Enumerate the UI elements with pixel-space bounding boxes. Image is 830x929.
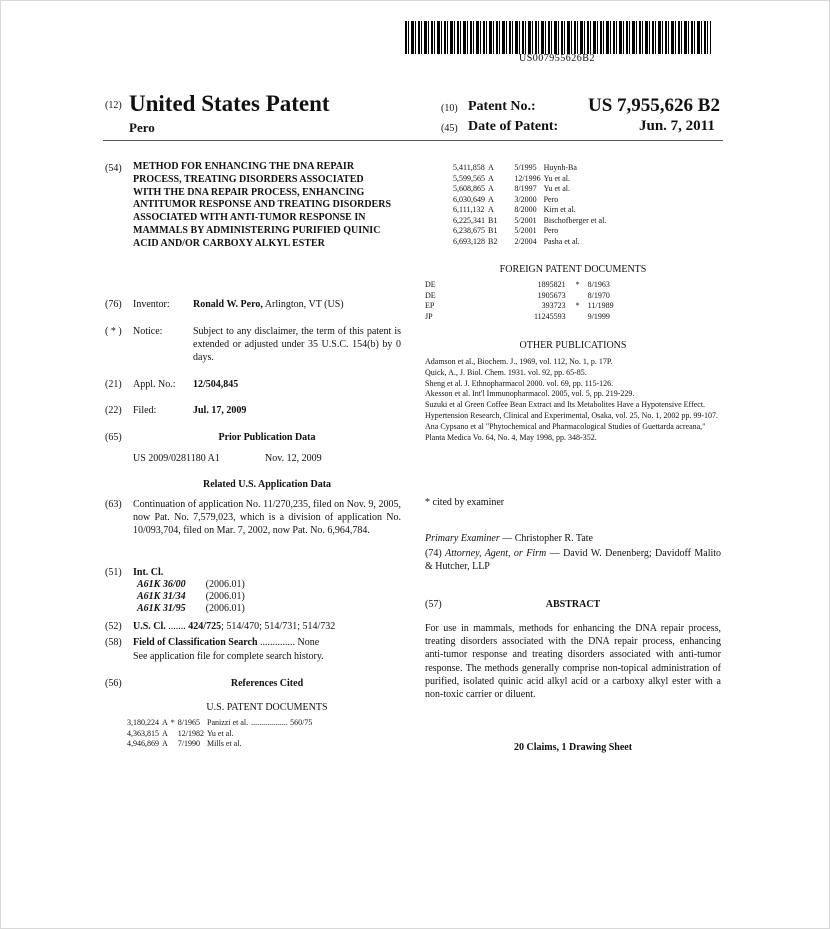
- document-title: United States Patent: [129, 91, 330, 116]
- publication-entry: Quick, A., J. Biol. Chem. 1931. vol. 92, pp. 65-85.: [425, 367, 587, 377]
- us-doc-dots: [251, 729, 290, 740]
- code-22: (22): [105, 405, 122, 416]
- foreign-number: 1895821: [537, 280, 566, 289]
- int-cl-year: (2006.01): [205, 579, 245, 590]
- us-doc-kind: A: [488, 184, 494, 193]
- us-doc-date: 2/2004: [514, 236, 537, 246]
- barcode-image: [405, 21, 711, 54]
- code-52: (52): [105, 621, 122, 632]
- us-doc-no: 4,946,869: [127, 739, 159, 748]
- us-doc-date: 8/1997: [514, 184, 537, 193]
- code-51: (51): [105, 567, 122, 578]
- code-76: (76): [105, 299, 122, 310]
- us-doc-kind: A: [162, 739, 168, 748]
- us-doc-row: [453, 195, 609, 206]
- foreign-star: *: [575, 301, 580, 310]
- attorney-code: (74): [425, 548, 442, 559]
- notice-text: Subject to any disclaimer, the term of this patent is extended or adjusted under 35 U.S.C. 154(b) by 0 days.: [193, 326, 401, 363]
- us-doc-no: 3,180,224: [127, 718, 159, 727]
- us-docs-table: [127, 718, 315, 750]
- code-21: (21): [105, 379, 122, 390]
- us-doc-row: [453, 184, 609, 195]
- code-56: (56): [105, 678, 122, 689]
- us-doc-name: Huynh-Ba: [543, 163, 577, 172]
- us-doc-row: [453, 237, 609, 248]
- prior-pub-date: Nov. 12, 2009: [265, 453, 322, 464]
- us-doc-date: 12/1982: [177, 728, 205, 738]
- us-doc-name: Pero: [543, 194, 559, 204]
- foreign-country: EP: [425, 301, 435, 310]
- us-doc-no: 6,111,132: [453, 205, 485, 214]
- foreign-star: [576, 291, 588, 302]
- primary-examiner-label: Primary Examiner: [425, 533, 500, 544]
- field-label: Field of Classification Search: [133, 637, 258, 648]
- us-doc-row: [453, 174, 609, 185]
- code-58: (58): [105, 637, 122, 648]
- patent-date: Jun. 7, 2011: [639, 118, 715, 134]
- field-line: [133, 636, 319, 649]
- filed-date: Jul. 17, 2009: [193, 405, 247, 416]
- us-doc-name: Yu et al.: [543, 184, 571, 193]
- us-doc-no: 6,693,128: [453, 236, 485, 246]
- us-docs-heading: U.S. PATENT DOCUMENTS: [206, 702, 328, 713]
- foreign-country: JP: [425, 311, 433, 321]
- foreign-date: 9/1999: [587, 311, 610, 321]
- us-doc-row: [453, 226, 609, 237]
- us-doc-name: Yu et al.: [543, 173, 571, 183]
- us-cl-label: U.S. Cl.: [133, 621, 166, 632]
- us-doc-date: 5/2001: [514, 215, 537, 225]
- foreign-doc-row: [425, 312, 617, 323]
- us-cl-main: 424/725: [188, 621, 222, 632]
- related-heading: Related U.S. Application Data: [202, 479, 332, 490]
- refs-heading: References Cited: [230, 678, 304, 689]
- us-docs-cont-table: [453, 163, 609, 247]
- foreign-star: [576, 312, 588, 323]
- us-doc-no: 6,030,649: [453, 194, 485, 204]
- us-doc-dots: ..................: [251, 718, 288, 727]
- int-cl-class: A61K 31/95: [137, 603, 186, 614]
- foreign-heading: FOREIGN PATENT DOCUMENTS: [499, 264, 647, 275]
- us-doc-cls: [290, 729, 315, 740]
- abstract-text: For use in mammals, methods for enhancing the DNA repair process, treating disorders associated with the DNA repair process, enhancing anti-tumor response and treating disorders associated with anti-tumor response. The methods generally comprise non-topical administration of purified, isolated quinic acid alkyl acid or a carboxy alkyl ester with a non-toxic carrier or diluent.: [425, 623, 721, 701]
- filed-label: Filed:: [133, 405, 157, 416]
- us-doc-name: Pasha et al.: [543, 236, 580, 246]
- other-publications: [425, 357, 721, 443]
- appl-label: Appl. No.:: [133, 379, 176, 390]
- int-cl-year: (2006.01): [205, 591, 245, 602]
- field-dots: ..............: [260, 637, 296, 648]
- us-doc-cls: 560/75: [290, 718, 313, 727]
- prior-pub-heading: Prior Publication Data: [218, 432, 316, 443]
- us-doc-name: Kirn et al.: [543, 205, 576, 214]
- prior-pub-number: US 2009/0281180 A1: [133, 453, 220, 464]
- us-doc-kind: A: [488, 163, 494, 172]
- us-doc-date: 7/1990: [177, 739, 201, 748]
- us-doc-kind: A: [488, 205, 494, 214]
- us-doc-no: 5,608,865: [453, 184, 485, 193]
- foreign-date: 11/1989: [587, 301, 614, 310]
- invention-title: METHOD FOR ENHANCING THE DNA REPAIR PROCESS, TREATING DISORDERS ASSOCIATED WITH THE DNA REPAIR PROCESS, ENHANCING ANTITUMOR RESPONSE AND TREATING DISORDERS ASSOCIATED WITH ANTI-TUMOR RESPONSE IN MAMMALS BY ADMINISTERING PURIFIED QUINIC ACID AND/OR CARBOXY ALKYL ESTER: [133, 161, 392, 249]
- code-63: (63): [105, 499, 122, 510]
- us-doc-name: Pero: [543, 226, 559, 235]
- us-doc-name: Panizzi et al.: [207, 718, 249, 727]
- us-doc-name: Mills et al.: [207, 739, 242, 748]
- us-doc-kind: A: [162, 728, 168, 738]
- inventor-line: [193, 298, 344, 311]
- claims-line: 20 Claims, 1 Drawing Sheet: [513, 742, 633, 753]
- notice-code: ( * ): [105, 326, 122, 337]
- notice-label: Notice:: [133, 326, 163, 337]
- us-doc-kind: A: [488, 194, 494, 204]
- us-doc-date: 5/1995: [514, 163, 537, 172]
- int-cl-row: [137, 603, 265, 615]
- us-doc-cls: [290, 739, 315, 750]
- foreign-number: 1905673: [537, 290, 566, 300]
- barcode-number: US007955626B2: [519, 53, 595, 64]
- us-cl-line: [133, 620, 335, 633]
- int-cl-year: (2006.01): [205, 603, 245, 614]
- us-doc-row: [453, 216, 609, 227]
- foreign-doc-row: [425, 280, 617, 291]
- header-rule: [103, 140, 723, 141]
- date-label: Date of Patent:: [468, 119, 559, 134]
- int-cl-class: A61K 36/00: [137, 579, 186, 590]
- us-doc-name: Yu et al.: [207, 728, 234, 738]
- foreign-number: 393723: [541, 301, 566, 310]
- foreign-star: *: [575, 280, 580, 289]
- inventor-name: Ronald W. Pero,: [193, 299, 263, 310]
- publication-entry: Akesson et al. Int'l Immunopharmacol. 2005, vol. 5, pp. 219-229.: [425, 389, 635, 399]
- foreign-doc-row: [425, 291, 617, 302]
- us-doc-no: 5,411,858: [453, 163, 485, 172]
- us-doc-row: [127, 739, 315, 750]
- abstract-code: (57): [425, 599, 442, 610]
- inventor-label: Inventor:: [133, 299, 170, 310]
- inventor-location: Arlington, VT (US): [262, 299, 344, 310]
- primary-examiner-line: [425, 532, 593, 545]
- patent-number: US 7,955,626 B2: [588, 95, 720, 116]
- us-doc-kind: B1: [488, 226, 498, 235]
- field-value: None: [297, 637, 320, 648]
- foreign-country: DE: [425, 290, 436, 300]
- code-65: (65): [105, 432, 122, 443]
- attorney-text: — David W. Denenberg; Davidoff Malito & Hutcher, LLP: [425, 548, 722, 572]
- foreign-date: 8/1970: [587, 290, 610, 300]
- us-doc-kind: A: [162, 718, 168, 727]
- int-cl-row: [137, 591, 265, 603]
- inventor-surname: Pero: [129, 120, 155, 135]
- us-doc-row: [127, 718, 315, 729]
- us-doc-star: [171, 739, 178, 750]
- attorney-label: Attorney, Agent, or Firm: [445, 548, 547, 559]
- publication-entry: Sheng et al. J. Ethnopharmacol 2000. vol. 69, pp. 115-126.: [425, 378, 614, 388]
- us-doc-row: [453, 163, 609, 174]
- us-doc-row: [453, 205, 609, 216]
- us-doc-date: 3/2000: [514, 194, 537, 204]
- code-54: (54): [105, 163, 122, 174]
- us-doc-no: 6,225,341: [453, 215, 485, 225]
- us-doc-row: [127, 729, 315, 740]
- foreign-number: 11245593: [533, 311, 566, 321]
- us-doc-no: 4,363,815: [127, 728, 159, 738]
- patent-no-label: Patent No.:: [468, 99, 536, 114]
- us-doc-no: 6,238,675: [453, 226, 485, 235]
- related-text: Continuation of application No. 11/270,235, filed on Nov. 9, 2005, now Pat. No. 7,579,023, which is a division of application No. 10/093,704, filed on Mar. 7, 2002, now Pat. No. 6,964,784.: [133, 499, 401, 536]
- us-doc-star: [171, 729, 178, 740]
- us-doc-name: Bischofberger et al.: [543, 215, 607, 225]
- code-12: (12): [105, 100, 122, 111]
- foreign-docs-table: [425, 280, 617, 322]
- us-doc-kind: B2: [488, 236, 498, 246]
- int-cl-row: [137, 579, 265, 591]
- us-doc-kind: A: [488, 173, 494, 183]
- cited-note: * cited by examiner: [425, 497, 505, 508]
- foreign-date: 8/1963: [587, 280, 610, 289]
- code-45: (45): [441, 123, 458, 134]
- us-doc-date: 8/2000: [514, 205, 537, 214]
- attorney-line: [425, 547, 721, 573]
- field-note: See application file for complete search history.: [133, 651, 324, 662]
- us-doc-star: *: [170, 718, 175, 727]
- foreign-country: DE: [425, 280, 436, 289]
- us-doc-date: 12/1996: [514, 173, 541, 183]
- us-doc-no: 5,599,565: [453, 173, 485, 183]
- us-doc-date: 5/2001: [514, 226, 537, 235]
- int-cl-label: Int. Cl.: [133, 567, 164, 578]
- publication-entry: Ana Cypsano et al "Phytochemical and Pharmacological Studies of Guettarda acreana," Planta Medica Vo. 64, No. 4, May 1998, pp. 348-352.: [425, 421, 706, 442]
- primary-examiner-name: — Christopher R. Tate: [499, 533, 593, 544]
- us-doc-kind: B1: [488, 215, 498, 225]
- code-10: (10): [441, 103, 458, 114]
- foreign-doc-row: [425, 301, 617, 312]
- int-cl-class: A61K 31/34: [137, 591, 186, 602]
- publication-entry: Suzuki et al Green Coffee Bean Extract and Its Metabolites Have a Hypotensive Effect. Hypertension Research, Clinical and Experimental, Osaka, vol. 25, No. 1, 2002 pp. 99-107.: [425, 400, 719, 420]
- us-cl-dots: .......: [168, 621, 186, 632]
- other-pub-heading: OTHER PUBLICATIONS: [519, 340, 627, 351]
- abstract-heading: ABSTRACT: [545, 599, 601, 610]
- publication-entry: Adamson et al., Biochem. J., 1969, vol. 112, No. 1, p. 17P.: [425, 357, 613, 366]
- us-doc-date: 8/1965: [177, 718, 201, 727]
- int-cl-table: [137, 579, 265, 615]
- appl-number: 12/504,845: [193, 379, 239, 390]
- us-doc-dots: [251, 739, 290, 750]
- us-cl-rest: ; 514/470; 514/731; 514/732: [221, 621, 336, 632]
